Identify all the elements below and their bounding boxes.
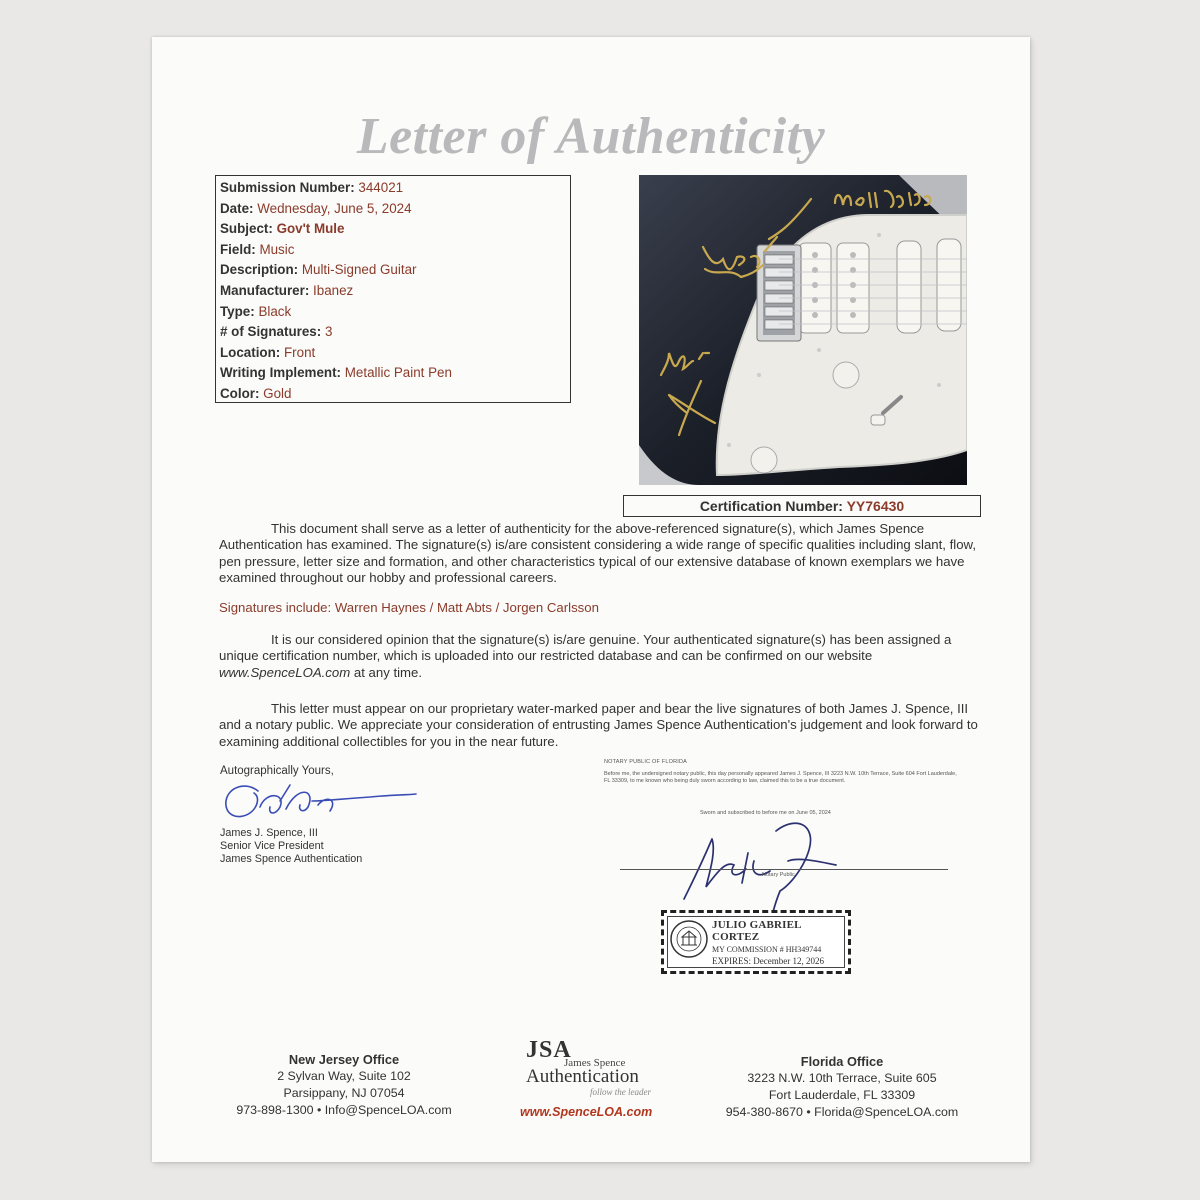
info-value: Wednesday, June 5, 2024	[257, 200, 412, 216]
certification-label: Certification Number:	[699, 498, 843, 514]
stamp-notary-name: JULIO GABRIEL CORTEZ	[712, 919, 802, 943]
guitar-photo	[639, 175, 967, 485]
paragraph-opinion	[219, 632, 979, 681]
signer-company: James Spence Authentication	[220, 853, 363, 865]
notary-body: Before me, the undersigned notary public, this day personally appeared James J. Spence, III 3223 N.W. 10th Terrace, Suite 604 Fort Lauderdale, FL 33309, to me known who being duly sworn according to law, claimed this to be a true document.	[604, 771, 957, 784]
info-row-date	[220, 199, 566, 220]
info-key: Type:	[220, 303, 255, 319]
nj-office-contact: 973-898-1300 • Info@SpenceLOA.com	[236, 1103, 452, 1117]
paragraph-2-text-b: at any time.	[350, 664, 423, 680]
signer-name: James J. Spence, III	[220, 827, 318, 839]
info-key: Manufacturer:	[220, 282, 310, 298]
florida-office	[712, 1053, 972, 1121]
info-row-manufacturer	[220, 281, 566, 302]
fl-office-address-2: Fort Lauderdale, FL 33309	[768, 1088, 916, 1102]
info-value: Black	[258, 303, 292, 319]
letter-title: Letter of Authenticity	[356, 108, 826, 165]
notary-sworn-text: Sworn and subscribed to before me on June 05, 2024	[700, 810, 831, 816]
info-key: Subject:	[220, 221, 273, 237]
paragraph-authenticity	[219, 521, 979, 586]
info-value: Gold	[263, 385, 292, 401]
signatures-include: Signatures include: Warren Haynes / Matt Abts / Jorgen Carlsson	[219, 600, 599, 615]
info-row-color	[220, 384, 566, 405]
notary-header: NOTARY PUBLIC OF FLORIDA	[604, 759, 688, 765]
nj-office-address-1: 2 Sylvan Way, Suite 102	[277, 1069, 411, 1083]
closing-text: Autographically Yours,	[220, 765, 334, 777]
submission-info-box	[215, 175, 571, 403]
stamp-expires: EXPIRES: December 12, 2026	[712, 956, 824, 966]
notary-block	[604, 759, 964, 878]
info-value: Ibanez	[313, 282, 354, 298]
logo-website[interactable]: www.SpenceLOA.com	[520, 1105, 653, 1119]
info-key: Color:	[220, 385, 260, 401]
logo-tagline: follow the leader	[590, 1087, 651, 1097]
nj-office-title: New Jersey Office	[288, 1052, 400, 1067]
info-row-location	[220, 343, 566, 364]
fl-office-contact: 954-380-8670 • Florida@SpenceLOA.com	[725, 1105, 959, 1119]
info-value: 344021	[358, 180, 404, 195]
info-row-submission-number	[220, 178, 566, 199]
notary-public-label: Notary Public	[762, 872, 795, 878]
logo-james-spence: James Spence	[564, 1057, 626, 1069]
info-key: Location:	[220, 344, 281, 360]
fl-office-title: Florida Office	[800, 1054, 884, 1069]
logo-jsa: JSA	[526, 1037, 572, 1063]
certification-number: YY76430	[846, 498, 905, 514]
info-row-writing-implement	[220, 363, 566, 384]
info-key: Description:	[220, 262, 299, 278]
info-key: Writing Implement:	[220, 365, 342, 381]
info-key: Submission Number:	[220, 180, 355, 195]
logo-authentication: Authentication	[526, 1066, 639, 1087]
new-jersey-office	[224, 1051, 464, 1119]
info-row-signature-count	[220, 322, 566, 343]
signer-name-block	[220, 827, 362, 866]
info-value: Gov't Mule	[276, 221, 345, 237]
stamp-commission: MY COMMISSION # HH349744	[712, 945, 822, 954]
info-key: # of Signatures:	[220, 324, 322, 340]
spence-signature	[220, 777, 430, 827]
paragraph-3-text: This letter must appear on our proprietary water-marked paper and bear the live signatures of both James J. Spence, III and a notary public. We appreciate your consideration of entrusting James Spence Authentication's judgement and look forward to examining additional collectibles for you in the near future.	[219, 701, 978, 749]
notary-signature-line	[620, 869, 948, 870]
letter-sheet	[152, 37, 1030, 1162]
info-row-type	[220, 302, 566, 323]
state-seal-icon	[669, 919, 709, 959]
guitar-illustration	[639, 175, 967, 485]
stamp-text	[712, 919, 848, 966]
jsa-logo	[512, 1035, 672, 1125]
info-key: Field:	[220, 241, 256, 257]
notary-stamp	[661, 910, 851, 974]
info-value: Multi-Signed Guitar	[301, 262, 417, 278]
signer-block	[220, 765, 480, 865]
paragraph-requirements	[219, 701, 979, 750]
info-row-description	[220, 260, 566, 281]
info-value: 3	[324, 324, 333, 340]
fl-office-address-1: 3223 N.W. 10th Terrace, Suite 605	[747, 1071, 937, 1085]
info-value: Front	[284, 344, 316, 360]
info-value: Metallic Paint Pen	[344, 365, 452, 381]
certification-number-box	[623, 495, 981, 517]
info-row-field	[220, 240, 566, 261]
paragraph-2-text-a: It is our considered opinion that the signature(s) is/are genuine. Your authenticated signature(s) has been assigned a unique certification number, which is uploaded into our restricted database and can be confirmed on our website	[219, 632, 952, 664]
info-value: Music	[259, 241, 295, 257]
website-link[interactable]: www.SpenceLOA.com	[219, 664, 351, 680]
nj-office-address-2: Parsippany, NJ 07054	[283, 1086, 405, 1100]
info-row-subject	[220, 219, 566, 240]
signer-title: Senior Vice President	[220, 840, 324, 852]
info-key: Date:	[220, 200, 254, 216]
paragraph-1-text: This document shall serve as a letter of authenticity for the above-referenced signature(s), which James Spence Authentication has examined. The signature(s) is/are consistent considering a wide range of specific qualities including slant, flow, pen pressure, letter size and formation, and other characteristics typical of our extensive database of known exemplars we have examined throughout our hobby and professional careers.	[219, 521, 976, 585]
